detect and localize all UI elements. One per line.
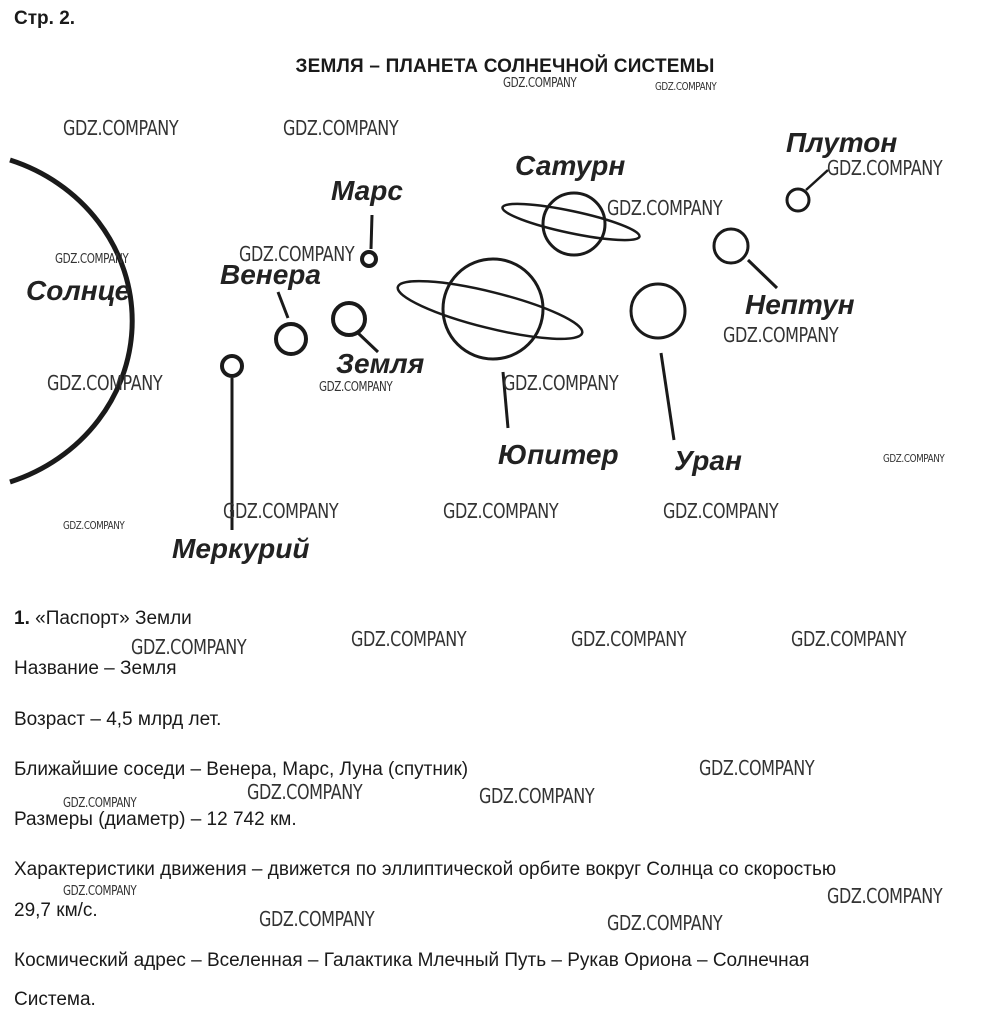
watermark: GDZ.COMPANY [607, 911, 723, 935]
neptune-pointer [748, 260, 777, 288]
watermark: GDZ.COMPANY [283, 116, 399, 140]
watermark: GDZ.COMPANY [443, 499, 559, 523]
watermark: GDZ.COMPANY [223, 499, 339, 523]
neptune-label: Нептун [745, 289, 855, 320]
passport-heading [14, 608, 192, 630]
watermark: GDZ.COMPANY [791, 627, 907, 651]
mercury-shape [222, 356, 242, 376]
jupiter-ring [393, 270, 586, 351]
uranus-label: Уран [674, 445, 742, 476]
venus-pointer [278, 292, 288, 318]
watermark: GDZ.COMPANY [571, 627, 687, 651]
watermark: GDZ.COMPANY [55, 252, 129, 267]
sun-label: Солнце [26, 275, 131, 306]
watermark: GDZ.COMPANY [663, 499, 779, 523]
watermark: GDZ.COMPANY [247, 780, 363, 804]
passport-name: Название – Земля [14, 658, 177, 679]
saturn-label: Сатурн [515, 150, 626, 181]
watermark: GDZ.COMPANY [699, 756, 815, 780]
watermark: GDZ.COMPANY [479, 784, 595, 808]
mars-pointer [371, 215, 372, 249]
pluto-pointer [806, 170, 828, 190]
venus-label: Венера [220, 259, 321, 290]
passport-motion-cont: 29,7 км/с. [14, 900, 98, 921]
passport-size: Размеры (диаметр) – 12 742 км. [14, 809, 297, 830]
watermark: GDZ.COMPANY [319, 380, 393, 395]
watermark: GDZ.COMPANY [63, 796, 137, 811]
passport-address-cont: Система. [14, 989, 96, 1010]
pluto-label: Плутон [786, 127, 898, 158]
page-number: Стр. 2. [14, 8, 76, 29]
task-number: 1. [14, 608, 30, 629]
watermark: GDZ.COMPANY [827, 156, 943, 180]
earth-shape [333, 303, 365, 335]
passport-motion: Характеристики движения – движется по эллиптической орбите вокруг Солнца со скоростью [14, 859, 837, 880]
watermark: GDZ.COMPANY [259, 907, 375, 931]
watermark: GDZ.COMPANY [47, 371, 163, 395]
watermark: GDZ.COMPANY [351, 627, 467, 651]
watermark: GDZ.COMPANY [723, 323, 839, 347]
uranus-shape [631, 284, 685, 338]
passport-address: Космический адрес – Вселенная – Галактика Млечный Путь – Рукав Ориона – Солнечная [14, 950, 810, 971]
uranus-pointer [661, 353, 674, 440]
watermark: GDZ.COMPANY [607, 196, 723, 220]
watermark: GDZ.COMPANY [239, 242, 355, 266]
watermark: GDZ.COMPANY [827, 884, 943, 908]
passport-age: Возраст – 4,5 млрд лет. [14, 709, 222, 730]
jupiter-shape [443, 259, 543, 359]
watermark: GDZ.COMPANY [131, 635, 247, 659]
task-title: «Паспорт» Земли [35, 608, 192, 629]
watermark: GDZ.COMPANY [655, 80, 717, 93]
sun-shape [10, 160, 132, 482]
pluto-shape [787, 189, 809, 211]
watermark: GDZ.COMPANY [503, 76, 577, 91]
jupiter-label: Юпитер [498, 439, 619, 470]
watermark: GDZ.COMPANY [63, 519, 125, 532]
watermark: GDZ.COMPANY [63, 884, 137, 899]
mars-label: Марс [331, 175, 403, 206]
passport-neighbors: Ближайшие соседи – Венера, Марс, Луна (спутник) [14, 759, 469, 780]
page-title: ЗЕМЛЯ – ПЛАНЕТА СОЛНЕЧНОЙ СИСТЕМЫ [295, 56, 715, 77]
watermark: GDZ.COMPANY [503, 371, 619, 395]
watermark: GDZ.COMPANY [63, 116, 179, 140]
mercury-label: Меркурий [172, 533, 310, 564]
neptune-shape [714, 229, 748, 263]
watermark: GDZ.COMPANY [883, 452, 945, 465]
saturn-shape [543, 193, 605, 255]
mars-shape [362, 252, 376, 266]
earth-label: Земля [336, 348, 425, 379]
venus-shape [276, 324, 306, 354]
